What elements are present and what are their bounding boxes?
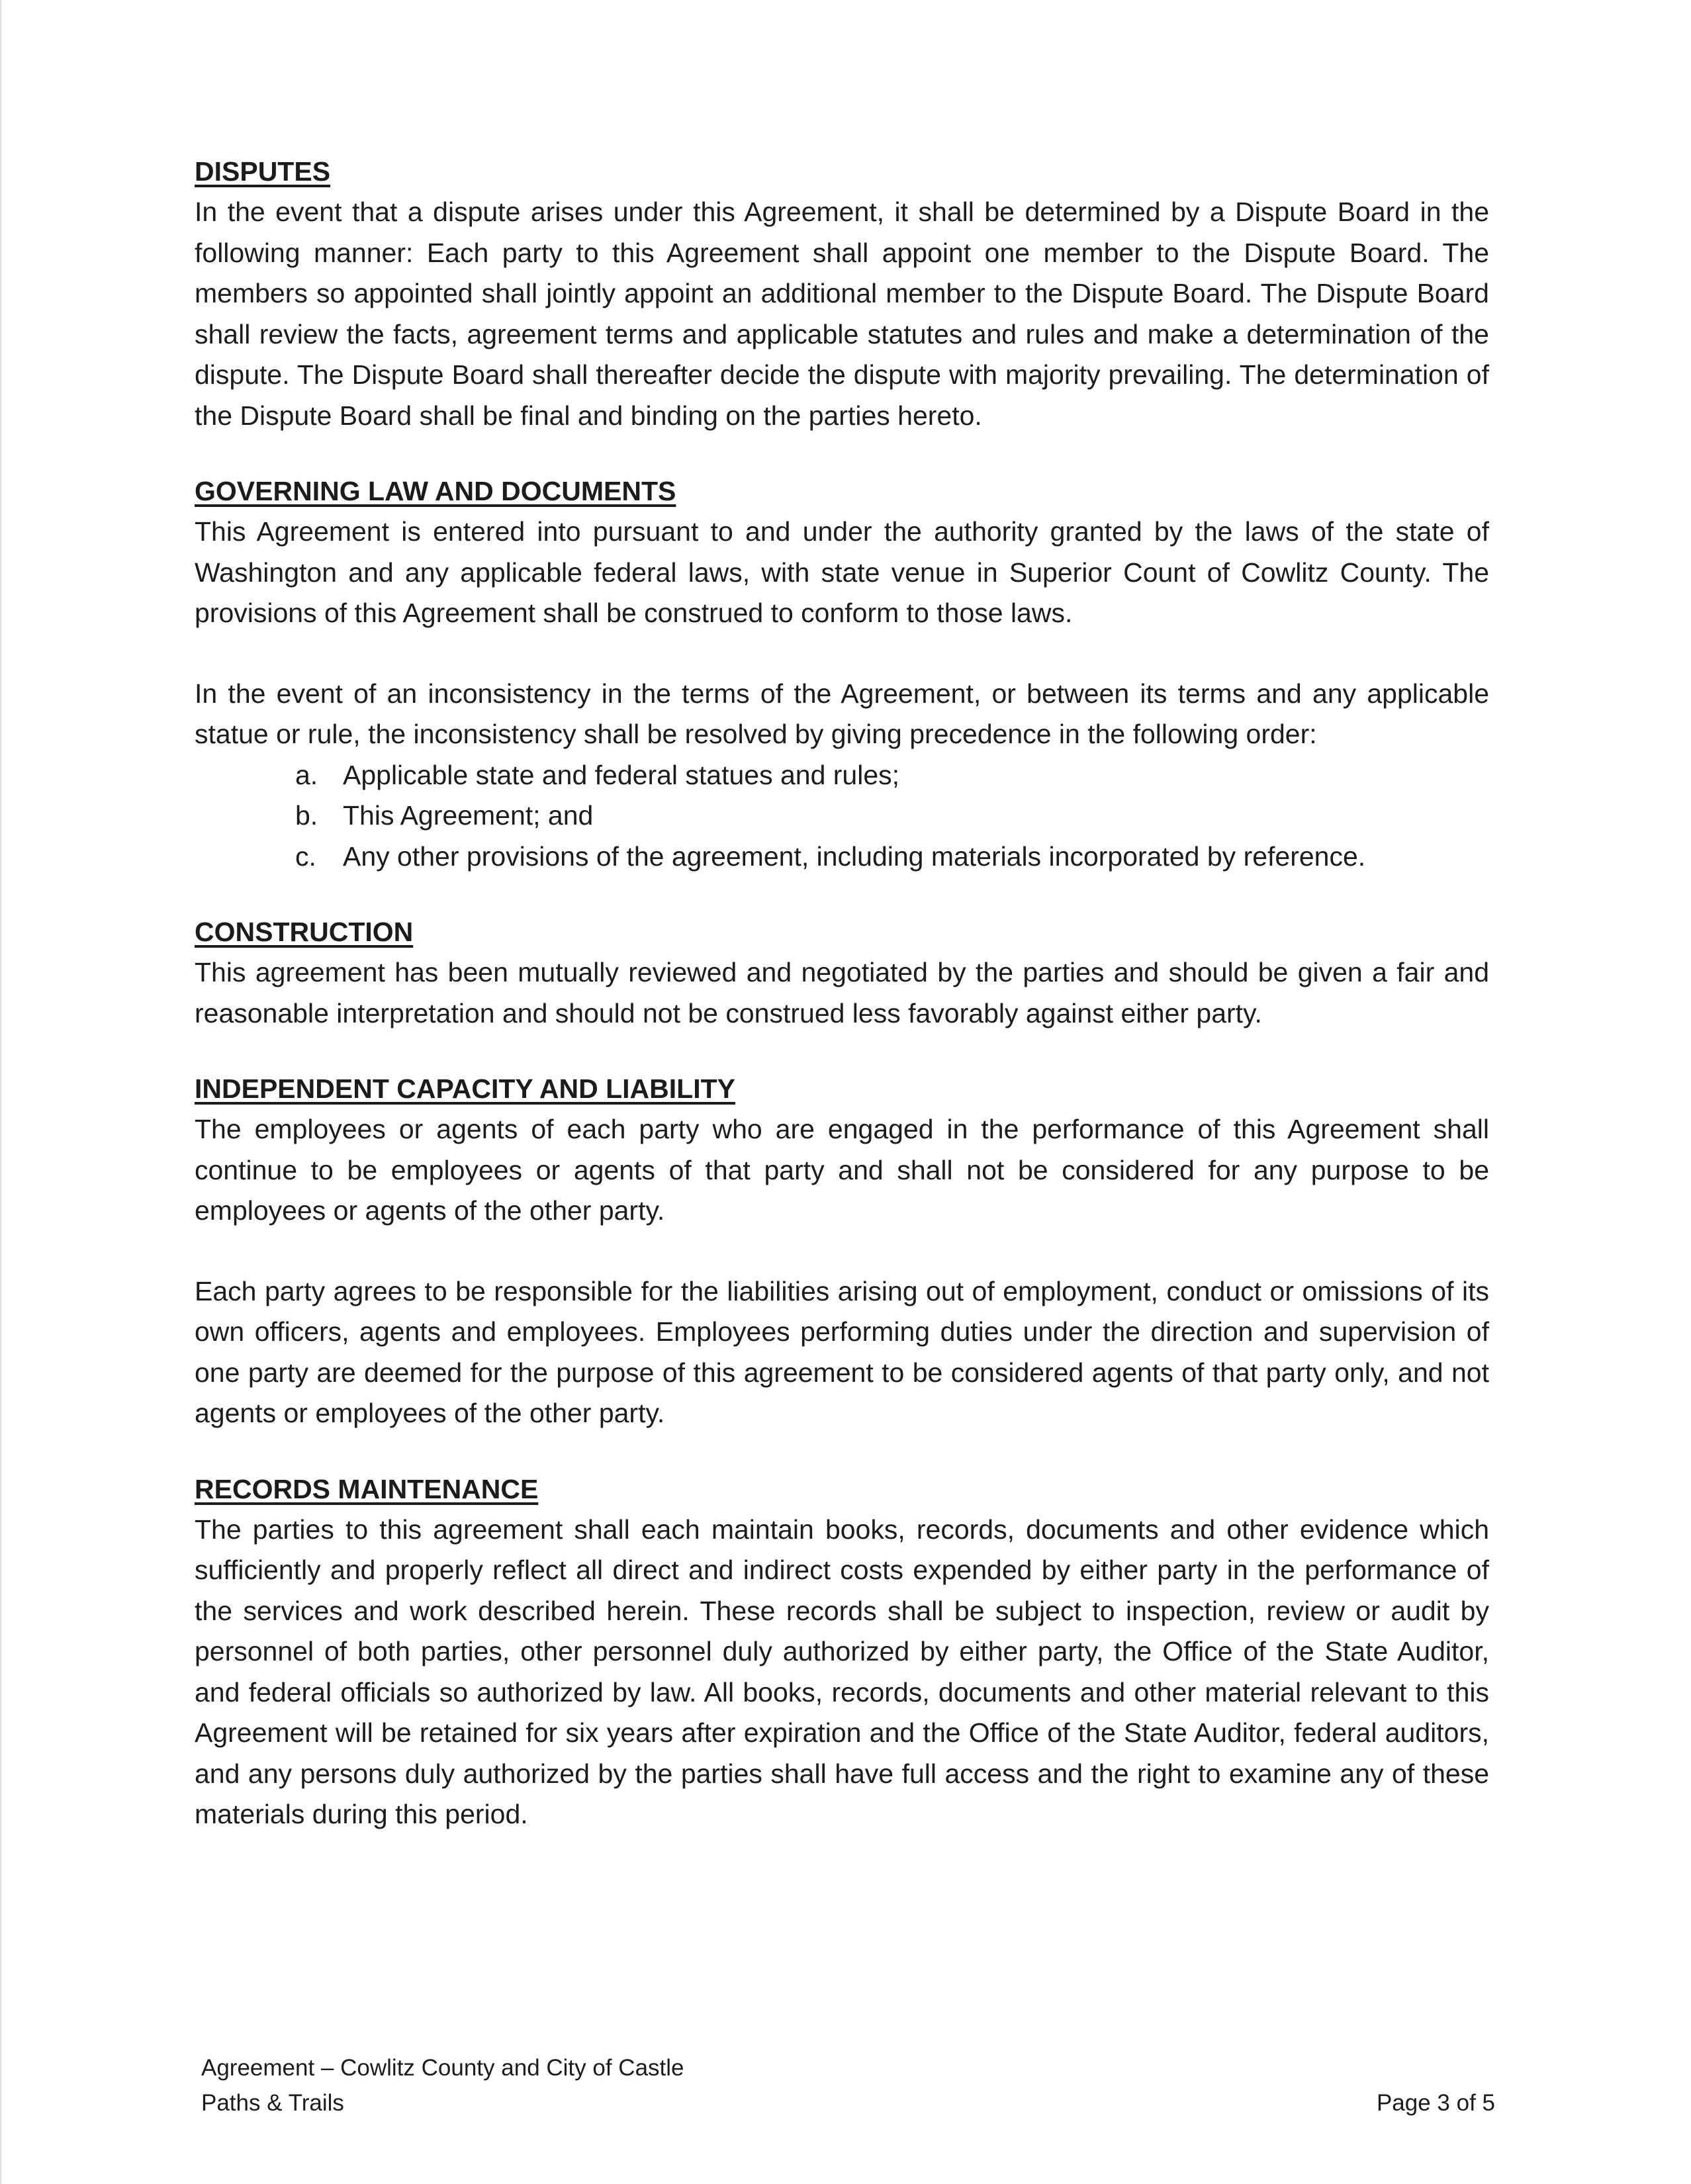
- footer-line-1: Agreement – Cowlitz County and City of Castle: [201, 2055, 684, 2081]
- page-footer: [201, 2050, 1495, 2120]
- list-item-text: Applicable state and federal statues and rules;: [343, 759, 900, 790]
- section-heading: RECORDS MAINTENANCE: [195, 1473, 539, 1504]
- section-independent-capacity: [195, 1068, 1489, 1434]
- section-paragraph: Each party agrees to be responsible for the liabilities arising out of employment, conduct or omissions of its own officers, agents and employees. Employees performing duties under the direction and supervision of one party are deemed for the purpose of this agreement to be considered agents of that party only, and not agents or employees of the other party.: [195, 1275, 1489, 1428]
- list-item: [295, 755, 1489, 796]
- precedence-list: [195, 755, 1489, 878]
- section-records-maintenance: [195, 1469, 1489, 1835]
- section-construction: [195, 911, 1489, 1034]
- section-heading: DISPUTES: [195, 156, 331, 187]
- section-paragraph: In the event that a dispute arises under this Agreement, it shall be determined by a Dispute Board in the following manner: Each party to this Agreement shall appoint one member to the Dispute Board. The members so appointed shall jointly appoint an additional member to the Dispute Board. The Dispute Board shall review the facts, agreement terms and applicable statutes and rules and make a determination of the dispute. The Dispute Board shall thereafter decide the dispute with majority prevailing. The determination of the Dispute Board shall be final and binding on the parties hereto.: [195, 197, 1489, 431]
- section-disputes: [195, 151, 1489, 436]
- list-item: [295, 796, 1489, 837]
- list-item-text: Any other provisions of the agreement, including materials incorporated by reference.: [343, 841, 1366, 872]
- list-marker: b.: [295, 800, 318, 831]
- section-paragraph: This agreement has been mutually reviewed and negotiated by the parties and should be given a fair and reasonable interpretation and should not be construed less favorably against either party.: [195, 957, 1489, 1028]
- document-body: [195, 151, 1489, 1870]
- section-paragraph: The parties to this agreement shall each maintain books, records, documents and other evidence which sufficiently and properly reflect all direct and indirect costs expended by either party in the performance of the services and work described herein. These records shall be subject to inspection, review or audit by personnel of both parties, other personnel duly authorized by either party, the Office of the State Auditor, and federal officials so authorized by law. All books, records, documents and other material relevant to this Agreement will be retained for six years after expiration and the Office of the State Auditor, federal auditors, and any persons duly authorized by the parties shall have full access and the right to examine any of these materials during this period.: [195, 1514, 1489, 1829]
- section-heading: INDEPENDENT CAPACITY AND LIABILITY: [195, 1073, 735, 1104]
- section-heading: CONSTRUCTION: [195, 917, 414, 947]
- footer-title: [201, 2050, 684, 2120]
- section-governing-law: [195, 471, 1489, 877]
- list-marker: c.: [295, 841, 316, 872]
- section-paragraph: This Agreement is entered into pursuant to and under the authority granted by the laws of the state of Washington and any applicable federal laws, with state venue in Superior Count of Cowlitz County. The provisions of this Agreement shall be construed to conform to those laws.: [195, 516, 1489, 628]
- list-item-text: This Agreement; and: [343, 800, 594, 831]
- footer-line-2: Paths & Trails: [201, 2090, 344, 2116]
- page-edge-shadow: [0, 0, 3, 2184]
- section-paragraph: The employees or agents of each party who are engaged in the performance of this Agreement shall continue to be employees or agents of that party and shall not be considered for any purpose to be employees or agents of the other party.: [195, 1114, 1489, 1226]
- section-heading: GOVERNING LAW AND DOCUMENTS: [195, 476, 676, 506]
- section-paragraph: In the event of an inconsistency in the terms of the Agreement, or between its terms and any applicable statue or rule, the inconsistency shall be resolved by giving precedence in the following order:: [195, 678, 1489, 749]
- list-marker: a.: [295, 759, 318, 790]
- list-item: [295, 837, 1489, 878]
- page-number: Page 3 of 5: [1376, 2090, 1495, 2116]
